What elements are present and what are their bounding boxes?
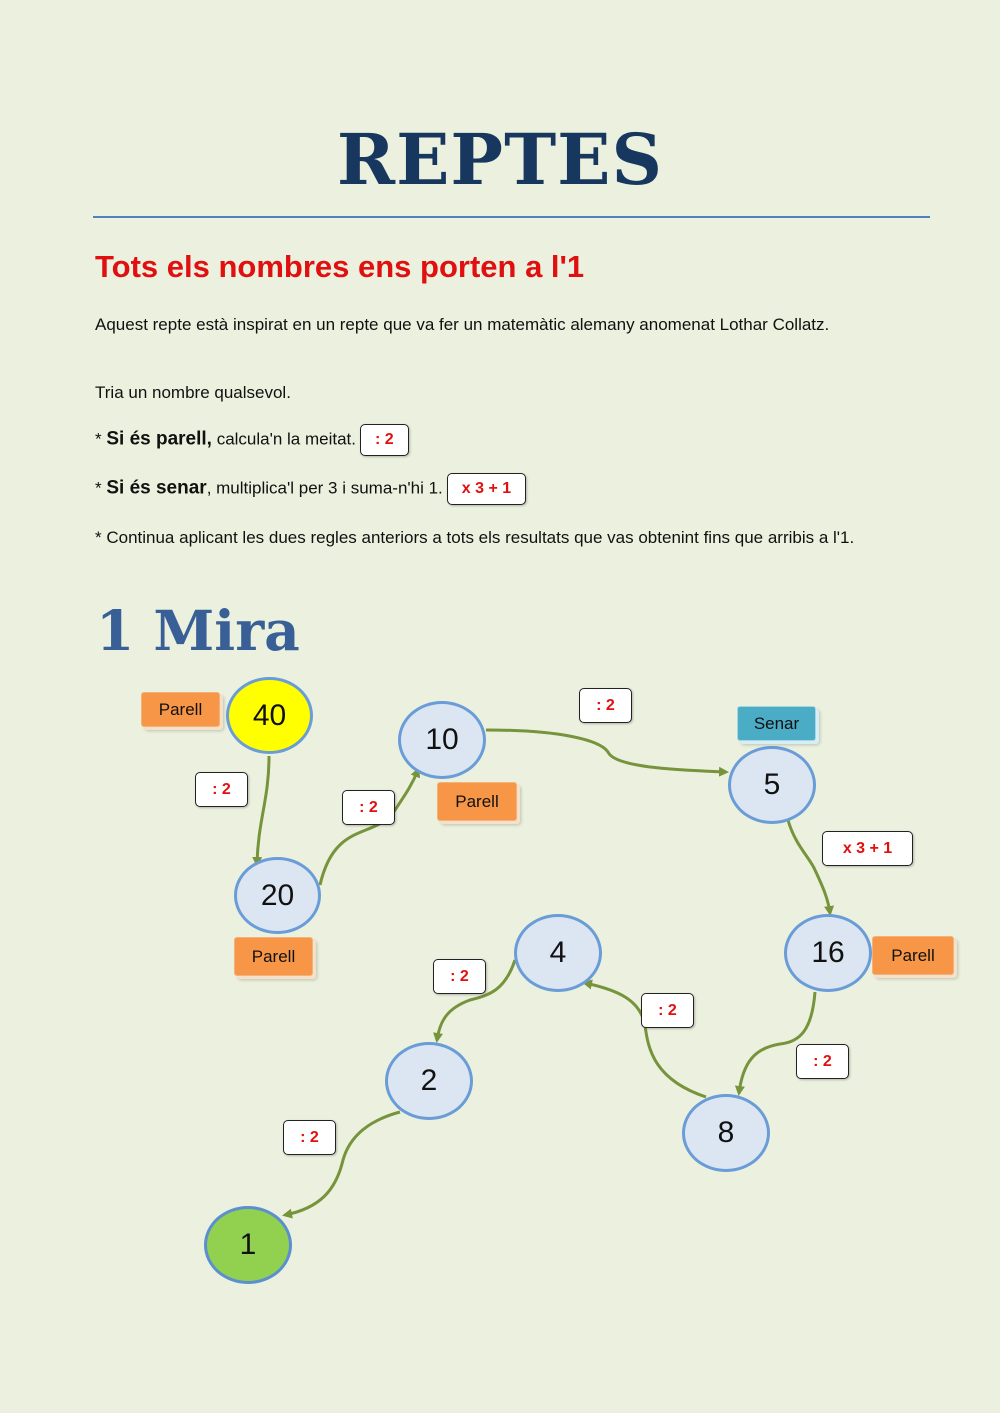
node-5: 5 bbox=[728, 746, 816, 824]
tag-parell-16: Parell bbox=[872, 936, 954, 975]
intro-text: Aquest repte està inspirat en un repte que va fer un matemàtic alemany anomenat Lothar Collatz. bbox=[95, 315, 830, 334]
arrow-20-10 bbox=[320, 770, 418, 885]
op-box-5: x 3 + 1 bbox=[822, 831, 913, 866]
op-box-40: : 2 bbox=[195, 772, 248, 807]
node-2: 2 bbox=[385, 1042, 473, 1120]
op-box-2: : 2 bbox=[283, 1120, 336, 1155]
rule-even-bold: Si és parell, bbox=[106, 428, 212, 450]
instruction-text: Tria un nombre qualsevol. bbox=[95, 383, 291, 402]
op-box-16: : 2 bbox=[796, 1044, 849, 1079]
arrow-40-20 bbox=[257, 756, 269, 864]
node-40: 40 bbox=[226, 677, 313, 754]
tag-parell-40: Parell bbox=[141, 692, 220, 727]
tag-senar-5: Senar bbox=[737, 706, 816, 741]
rule-even-op-box: : 2 bbox=[360, 424, 409, 456]
op-box-8: : 2 bbox=[641, 993, 694, 1028]
node-10: 10 bbox=[398, 701, 486, 779]
rule-continue: * Continua aplicant les dues regles anteriors a tots els resultats que vas obtenint fins que arribis a l'1. bbox=[95, 528, 855, 547]
rule-odd-bold: Si és senar bbox=[106, 477, 207, 499]
section-title: 1 Mira bbox=[96, 598, 300, 663]
rule-even-text: calcula'n la meitat. bbox=[211, 429, 357, 449]
node-1: 1 bbox=[204, 1206, 292, 1284]
rule-odd-prefix: * bbox=[95, 478, 107, 498]
op-box-4: : 2 bbox=[433, 959, 486, 994]
op-box-20: : 2 bbox=[342, 790, 395, 825]
tag-parell-20: Parell bbox=[234, 937, 313, 976]
page-title: REPTES bbox=[336, 118, 664, 201]
rule-odd-text: , multiplica'l per 3 i suma-n'hi 1. bbox=[206, 478, 443, 498]
arrow-10-5 bbox=[486, 730, 726, 772]
tag-parell-10: Parell bbox=[437, 782, 517, 821]
node-16: 16 bbox=[784, 914, 872, 992]
rule-odd-op-box: x 3 + 1 bbox=[447, 473, 526, 505]
node-20: 20 bbox=[234, 857, 321, 934]
challenge-subtitle: Tots els nombres ens porten a l'1 bbox=[95, 249, 585, 284]
op-box-10: : 2 bbox=[579, 688, 632, 723]
node-8: 8 bbox=[682, 1094, 770, 1172]
node-4: 4 bbox=[514, 914, 602, 992]
rule-even-prefix: * bbox=[95, 429, 107, 449]
